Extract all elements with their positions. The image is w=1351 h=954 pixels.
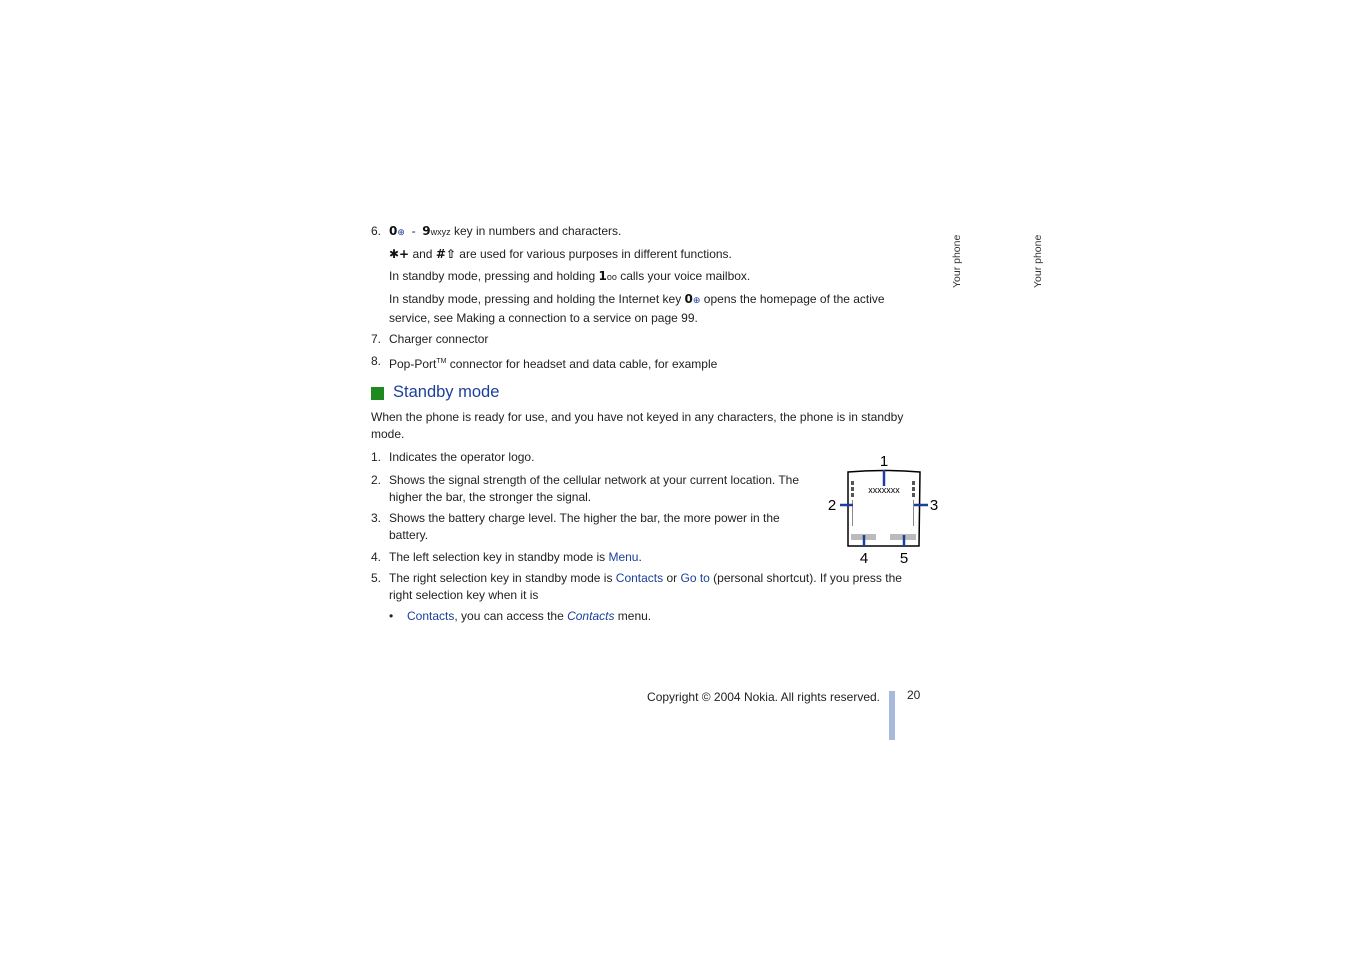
- item-text: or: [663, 571, 681, 585]
- item-text: (personal shortcut). If you press the right selection key when it is: [389, 571, 902, 602]
- item-text: Pop-Port: [389, 357, 437, 371]
- list-number: 5.: [371, 571, 382, 585]
- item-text: opens the homepage of the active service, see Making a connection to a service on page 99.: [389, 292, 885, 325]
- list-item-7: Charger connector: [389, 332, 489, 346]
- menu-link[interactable]: Menu: [608, 550, 639, 564]
- footer-bar: [889, 691, 895, 740]
- list-number: 2.: [371, 473, 382, 487]
- key-0-internet-icon: 0: [684, 292, 693, 306]
- key-9-letters: wxyz: [430, 227, 451, 237]
- item-text: In standby mode, pressing and holding the Internet key: [389, 292, 682, 306]
- callout-4: 4: [859, 550, 869, 567]
- trademark: TM: [436, 358, 447, 365]
- list-item-6-line4: [389, 291, 924, 327]
- star-key-icon: ✱+: [389, 247, 410, 261]
- list-number: 3.: [371, 511, 382, 525]
- section-title: Standby mode: [393, 383, 500, 401]
- standby-item-5: [389, 570, 924, 604]
- item-text: key in numbers and characters.: [453, 224, 622, 238]
- list-number: 1.: [371, 450, 382, 464]
- list-item-8: [389, 353, 924, 373]
- item-text: calls your voice mailbox.: [620, 269, 751, 283]
- key-1-voicemail-icon: 1: [598, 269, 607, 283]
- callout-5: 5: [899, 550, 909, 567]
- list-item-6: 0⊕ - 9wxyz key in numbers and characters.: [389, 224, 622, 238]
- item-text: The right selection key in standby mode is: [389, 571, 616, 585]
- copyright-text: Copyright © 2004 Nokia. All rights reserved.: [647, 690, 880, 704]
- callout-2: 2: [827, 497, 837, 514]
- standby-item-2: Shows the signal strength of the cellular network at your current location. The higher the bar, the stronger the signal.: [389, 473, 799, 504]
- go-to-link[interactable]: Go to: [680, 571, 710, 585]
- key-0-icon: 0: [389, 224, 398, 238]
- item-text: The left selection key in standby mode is: [389, 550, 609, 564]
- bullet-item: [407, 608, 942, 625]
- operator-logo-text: xxxxxxx: [868, 485, 900, 495]
- globe-icon: ⊕: [397, 228, 405, 238]
- list-number: 7.: [371, 332, 382, 346]
- callout-1: 1: [879, 453, 889, 470]
- section-intro: When the phone is ready for use, and you have not keyed in any characters, the phone is in standby mode.: [371, 410, 904, 441]
- contacts-menu-name: Contacts: [567, 609, 615, 623]
- list-item-6-line2: [389, 246, 924, 263]
- item-text: menu.: [614, 609, 652, 623]
- and-text: and: [412, 247, 433, 261]
- globe-icon: ⊕: [692, 296, 701, 306]
- item-text: are used for various purposes in different functions.: [459, 247, 732, 261]
- standby-item-1: Indicates the operator logo.: [389, 450, 535, 464]
- hash-key-icon: #⇧: [435, 247, 456, 261]
- standby-item-3: Shows the battery charge level. The higher the bar, the more power in the battery.: [389, 511, 780, 542]
- item-text: .: [638, 550, 642, 564]
- list-number: 4.: [371, 550, 382, 564]
- list-item-6-line3: [389, 268, 924, 286]
- callout-3: 3: [929, 497, 939, 514]
- page-number: 20: [907, 688, 921, 702]
- key-9-icon: 9: [422, 224, 431, 238]
- side-tab-label: Your phone: [1032, 234, 1044, 288]
- side-tab-label: Your phone: [951, 234, 963, 288]
- item-text: In standby mode, pressing and holding: [389, 269, 596, 283]
- section-bullet-square: [371, 387, 384, 400]
- bullet-dot: •: [389, 609, 394, 623]
- contacts-link[interactable]: Contacts: [407, 609, 455, 623]
- list-number: 8.: [371, 354, 382, 368]
- list-number: 6.: [371, 224, 382, 238]
- item-text: connector for headset and data cable, for example: [446, 357, 718, 371]
- voicemail-letters: oo: [606, 272, 617, 282]
- item-text: , you can access the: [454, 609, 568, 623]
- standby-screen-diagram: [824, 450, 942, 568]
- contacts-link[interactable]: Contacts: [615, 571, 664, 585]
